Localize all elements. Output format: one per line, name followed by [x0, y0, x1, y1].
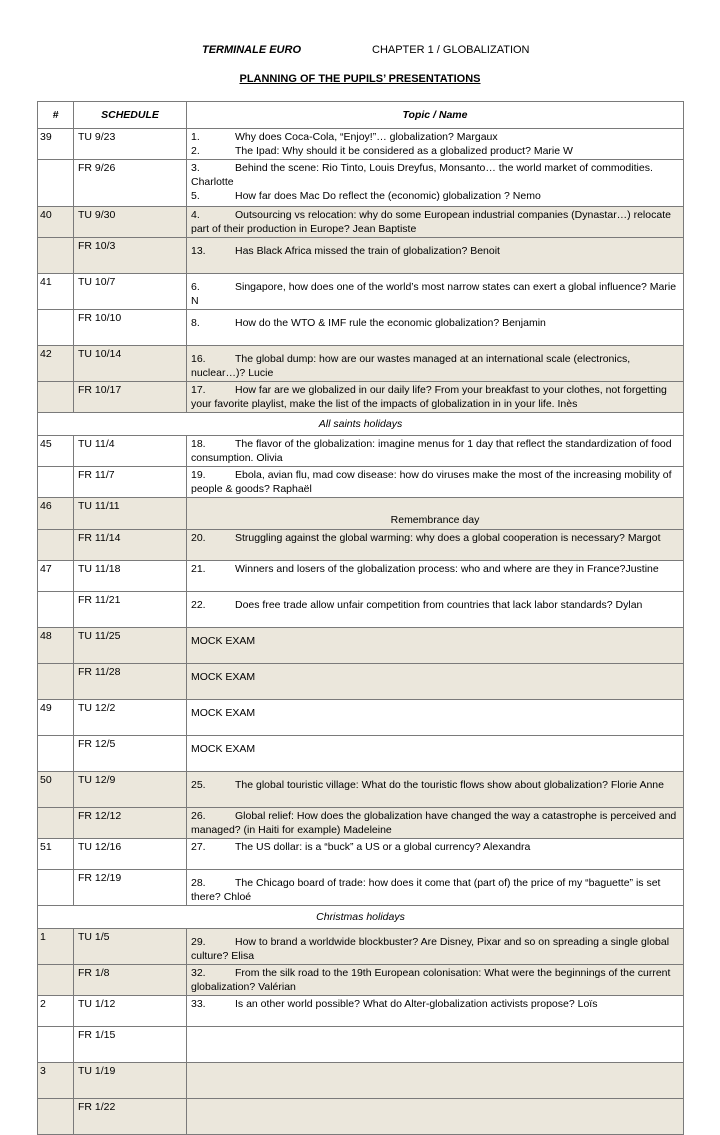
topic-number: 8.: [191, 317, 200, 329]
special-day-label: Remembrance day: [390, 514, 480, 526]
schedule-date-cell: TU 10/14: [74, 346, 187, 382]
header-chapter: CHAPTER 1 / GLOBALIZATION: [372, 44, 530, 56]
topic-cell: [187, 965, 684, 996]
topic-cell: [187, 1063, 684, 1099]
topic-number: 32.: [191, 967, 206, 979]
week-number-cell: [38, 382, 74, 413]
week-number-cell: [38, 238, 74, 274]
mock-exam-label: MOCK EXAM: [191, 707, 256, 719]
column-header-num: #: [38, 102, 74, 129]
topic-cell: [187, 808, 684, 839]
topic-item: [191, 997, 679, 1011]
week-number-cell: 2: [38, 996, 74, 1027]
topic-cell: [187, 238, 684, 274]
header-course: TERMINALE EURO: [202, 44, 301, 56]
topic-text: How to brand a worldwide blockbuster? Are Disney, Pixar and so on spreading a single global culture? Elisa: [191, 936, 670, 962]
topic-item: [191, 562, 679, 576]
holiday-row-all-saints: [38, 413, 684, 436]
topic-item: [191, 144, 679, 158]
schedule-date-cell: FR 10/17: [74, 382, 187, 413]
schedule-date-cell: FR 11/28: [74, 664, 187, 700]
topic-item: [191, 383, 679, 411]
schedule-date-cell: TU 12/2: [74, 700, 187, 736]
topic-cell: [187, 207, 684, 238]
topic-item: [191, 468, 679, 496]
table-row: [38, 628, 684, 664]
schedule-date-cell: TU 11/25: [74, 628, 187, 664]
week-number-cell: 41: [38, 274, 74, 310]
topic-cell: [187, 996, 684, 1027]
schedule-date-cell: FR 1/8: [74, 965, 187, 996]
schedule-date-cell: TU 1/5: [74, 929, 187, 965]
topic-text: Does free trade allow unfair competition from countries that lack labor standards? Dylan: [235, 599, 643, 611]
week-number-cell: 46: [38, 498, 74, 530]
topic-cell: [187, 467, 684, 498]
topic-item: [191, 809, 679, 837]
topic-number: 28.: [191, 877, 206, 889]
topic-cell: [187, 772, 684, 808]
week-number-cell: 39: [38, 129, 74, 160]
week-number-cell: 50: [38, 772, 74, 808]
topic-item: [191, 280, 679, 308]
topic-cell: [187, 700, 684, 736]
schedule-date-cell: TU 9/23: [74, 129, 187, 160]
schedule-date-cell: FR 12/5: [74, 736, 187, 772]
table-row: [38, 207, 684, 238]
topic-number: 1.: [191, 131, 200, 143]
week-number-cell: 49: [38, 700, 74, 736]
topic-number: 18.: [191, 438, 206, 450]
topic-text: The global dump: how are our wastes managed at an international scale (electronics, nuclear…)? Lucie: [191, 353, 631, 379]
topic-cell: [187, 160, 684, 207]
document-subtitle: PLANNING OF THE PUPILS’ PRESENTATIONS: [239, 73, 481, 85]
topic-cell: [187, 1027, 684, 1063]
topic-text: How far does Mac Do reflect the (economic) globalization ? Nemo: [235, 190, 541, 202]
week-number-cell: 3: [38, 1063, 74, 1099]
topic-cell: [187, 736, 684, 772]
topic-text: Has Black Africa missed the train of globalization? Benoit: [235, 245, 500, 257]
topic-number: 2.: [191, 145, 200, 157]
holiday-row-christmas: [38, 906, 684, 929]
topic-cell: [187, 530, 684, 561]
week-number-cell: [38, 736, 74, 772]
topic-item: [191, 352, 679, 380]
holiday-label: All saints holidays: [38, 413, 684, 436]
topic-text: Is an other world possible? What do Alter-globalization activists propose? Loïs: [235, 998, 598, 1010]
topic-text: Behind the scene: Rio Tinto, Louis Dreyfus, Monsanto… the world market of commodities. Charlotte: [191, 162, 653, 188]
topic-text: The global touristic village: What do the touristic flows show about globalization? Florie Anne: [235, 779, 664, 791]
topic-text: The flavor of the globalization: imagine menus for 1 day that reflect the standardization of food consumption. Olivia: [191, 438, 672, 464]
schedule-date-cell: TU 11/18: [74, 561, 187, 592]
week-number-cell: 1: [38, 929, 74, 965]
table-row: [38, 561, 684, 592]
topic-cell: [187, 929, 684, 965]
topic-item: [191, 840, 679, 854]
topic-text: The Ipad: Why should it be considered as a globalized product? Marie W: [235, 145, 573, 157]
topic-number: 26.: [191, 810, 206, 822]
schedule-date-cell: FR 12/12: [74, 808, 187, 839]
table-row: [38, 530, 684, 561]
schedule-table: [37, 101, 684, 1135]
week-number-cell: [38, 664, 74, 700]
schedule-date-cell: TU 12/9: [74, 772, 187, 808]
table-row: [38, 736, 684, 772]
schedule-date-cell: TU 9/30: [74, 207, 187, 238]
week-number-cell: 42: [38, 346, 74, 382]
week-number-cell: 40: [38, 207, 74, 238]
table-row: [38, 498, 684, 530]
table-row: [38, 808, 684, 839]
week-number-cell: 47: [38, 561, 74, 592]
topic-cell: [187, 129, 684, 160]
topic-number: 19.: [191, 469, 206, 481]
topic-cell: [187, 1099, 684, 1135]
topic-item: [191, 189, 679, 203]
week-number-cell: [38, 808, 74, 839]
table-row: [38, 1099, 684, 1135]
schedule-date-cell: TU 10/7: [74, 274, 187, 310]
topic-text: Why does Coca-Cola, “Enjoy!”… globalization? Margaux: [235, 131, 498, 143]
table-row: [38, 929, 684, 965]
topic-number: 17.: [191, 384, 206, 396]
topic-text: Singapore, how does one of the world’s most narrow states can exert a global influence? Marie N: [191, 281, 677, 307]
schedule-date-cell: TU 1/19: [74, 1063, 187, 1099]
table-row: [38, 1027, 684, 1063]
topic-number: 33.: [191, 998, 206, 1010]
topic-number: 22.: [191, 599, 206, 611]
table-header-row: [38, 102, 684, 129]
topic-cell: [187, 498, 684, 530]
schedule-date-cell: FR 10/10: [74, 310, 187, 346]
topic-cell: [187, 870, 684, 906]
topic-number: 3.: [191, 162, 200, 174]
schedule-date-cell: FR 1/15: [74, 1027, 187, 1063]
topic-number: 16.: [191, 353, 206, 365]
topic-cell: [187, 592, 684, 628]
topic-item: [191, 778, 679, 792]
topic-cell: [187, 346, 684, 382]
holiday-label: Christmas holidays: [38, 906, 684, 929]
topic-cell: [187, 310, 684, 346]
topic-number: 5.: [191, 190, 200, 202]
week-number-cell: [38, 1099, 74, 1135]
schedule-date-cell: FR 1/22: [74, 1099, 187, 1135]
topic-number: 4.: [191, 209, 200, 221]
topic-cell: [187, 664, 684, 700]
topic-item: [191, 208, 679, 236]
week-number-cell: 51: [38, 839, 74, 870]
week-number-cell: 48: [38, 628, 74, 664]
week-number-cell: [38, 1027, 74, 1063]
table-row: [38, 436, 684, 467]
topic-text: Outsourcing vs relocation: why do some European industrial companies (Dynastar…) relocate part of their production in Europe? Jean Baptiste: [191, 209, 671, 235]
topic-number: 6.: [191, 281, 200, 293]
topic-cell: [187, 561, 684, 592]
table-row: [38, 129, 684, 160]
topic-item: [191, 966, 679, 994]
table-row: [38, 700, 684, 736]
week-number-cell: [38, 592, 74, 628]
schedule-date-cell: TU 11/11: [74, 498, 187, 530]
schedule-date-cell: FR 10/3: [74, 238, 187, 274]
schedule-date-cell: FR 12/19: [74, 870, 187, 906]
topic-item: [191, 244, 679, 258]
table-row: [38, 160, 684, 207]
mock-exam-label: MOCK EXAM: [191, 743, 256, 755]
week-number-cell: [38, 965, 74, 996]
topic-number: 13.: [191, 245, 206, 257]
topic-text: How far are we globalized in our daily life? From your breakfast to your clothes, not forgetting your favorite playlist, make the list of the impacts of globalization in in your life. Inès: [191, 384, 667, 410]
topic-text: The US dollar: is a “buck” a US or a global currency? Alexandra: [235, 841, 531, 853]
topic-text: Ebola, avian flu, mad cow disease: how do viruses make the most of the increasing mobility of people & goods? Raphaël: [191, 469, 672, 495]
week-number-cell: [38, 870, 74, 906]
mock-exam-label: MOCK EXAM: [191, 635, 256, 647]
topic-cell: [187, 436, 684, 467]
topic-item: [191, 598, 679, 612]
table-row: [38, 382, 684, 413]
table-row: [38, 310, 684, 346]
mock-exam-label: MOCK EXAM: [191, 671, 256, 683]
topic-item: [191, 316, 679, 330]
schedule-date-cell: TU 12/16: [74, 839, 187, 870]
column-header-topic: Topic / Name: [187, 102, 684, 129]
topic-number: 20.: [191, 532, 206, 544]
table-row: [38, 1063, 684, 1099]
table-row: [38, 772, 684, 808]
table-row: [38, 996, 684, 1027]
topic-text: The Chicago board of trade: how does it come that (part of) the price of my “baguette” is set there? Chloé: [191, 877, 661, 903]
topic-item: [191, 935, 679, 963]
week-number-cell: [38, 467, 74, 498]
topic-text: Struggling against the global warming: why does a global cooperation is necessary? Margot: [235, 532, 661, 544]
table-row: [38, 238, 684, 274]
topic-text: How do the WTO & IMF rule the economic globalization? Benjamin: [235, 317, 546, 329]
topic-cell: [187, 628, 684, 664]
schedule-date-cell: TU 11/4: [74, 436, 187, 467]
topic-cell: [187, 839, 684, 870]
topic-item: [191, 161, 679, 189]
schedule-date-cell: FR 11/7: [74, 467, 187, 498]
topic-cell: [187, 274, 684, 310]
topic-item: [191, 130, 679, 144]
table-row: [38, 839, 684, 870]
schedule-date-cell: TU 1/12: [74, 996, 187, 1027]
table-row: [38, 274, 684, 310]
schedule-date-cell: FR 9/26: [74, 160, 187, 207]
week-number-cell: [38, 530, 74, 561]
topic-item: [191, 437, 679, 465]
topic-number: 29.: [191, 936, 206, 948]
table-row: [38, 965, 684, 996]
week-number-cell: [38, 310, 74, 346]
week-number-cell: 45: [38, 436, 74, 467]
schedule-date-cell: FR 11/21: [74, 592, 187, 628]
table-row: [38, 346, 684, 382]
table-row: [38, 870, 684, 906]
topic-number: 21.: [191, 563, 206, 575]
table-row: [38, 664, 684, 700]
topic-item: [191, 876, 679, 904]
schedule-date-cell: FR 11/14: [74, 530, 187, 561]
table-row: [38, 467, 684, 498]
topic-cell: [187, 382, 684, 413]
topic-number: 27.: [191, 841, 206, 853]
topic-item: [191, 531, 679, 545]
topic-text: From the silk road to the 19th European colonisation: What were the beginnings of the current globalization? Valérian: [191, 967, 671, 993]
week-number-cell: [38, 160, 74, 207]
topic-text: Global relief: How does the globalization have changed the way a catastrophe is perceived and managed? (in Haiti for example) Madeleine: [191, 810, 677, 836]
table-row: [38, 592, 684, 628]
topic-number: 25.: [191, 779, 206, 791]
topic-text: Winners and losers of the globalization process: who and where are they in France?Justine: [235, 563, 659, 575]
column-header-schedule: SCHEDULE: [74, 102, 187, 129]
